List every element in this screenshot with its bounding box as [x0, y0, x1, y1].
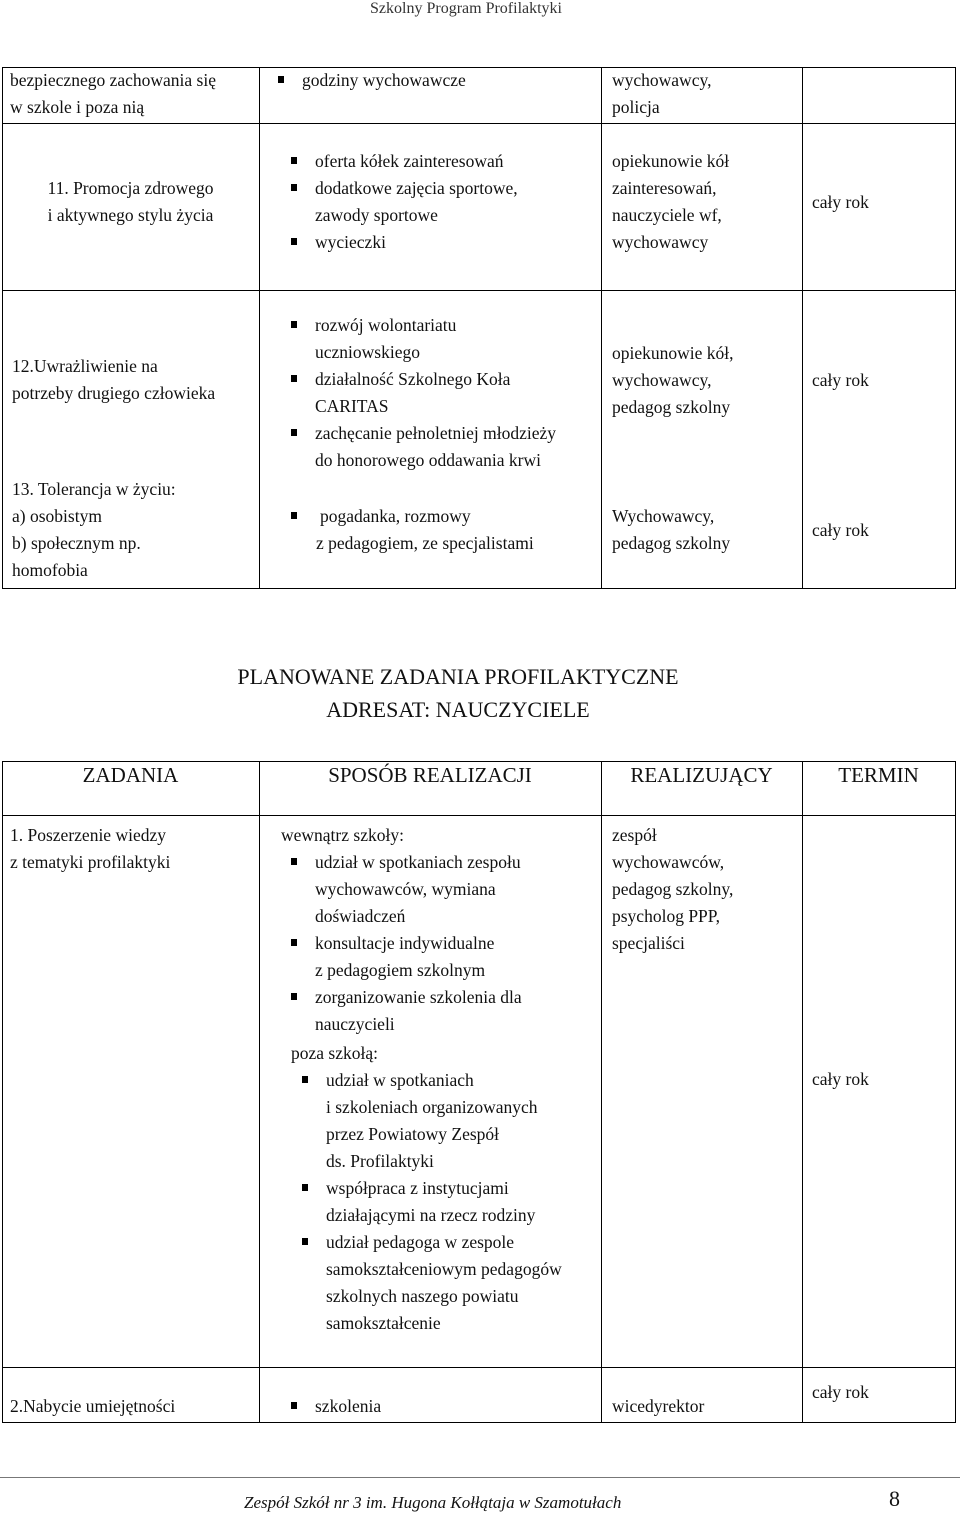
text-line: opiekunowie kół — [612, 151, 730, 171]
t2-col-border-1 — [259, 761, 260, 1423]
bullet-square-icon — [291, 512, 297, 519]
bullet-square-icon — [302, 1076, 308, 1083]
text-line: zainteresowań, — [612, 178, 717, 198]
method-item: wycieczki — [291, 229, 518, 256]
text-line: i aktywnego stylu życia — [47, 205, 214, 225]
t2-row-border — [2, 1367, 956, 1368]
t2-row1-who — [612, 822, 733, 957]
text-line: pedagog szkolny — [612, 397, 731, 417]
text-line: policja — [612, 97, 660, 117]
text-line: wychowawcy, — [612, 70, 712, 90]
t2-header-realizujacy: REALIZUJĄCY — [630, 763, 773, 787]
method-item: dodatkowe zajęcia sportowe, zawody sportowe — [291, 175, 518, 229]
t2-row1-task — [10, 822, 170, 876]
text-line: bezpiecznego zachowania się — [10, 70, 216, 90]
t1-row-b-methods — [291, 148, 518, 256]
text-line: Wychowawcy, — [612, 506, 715, 526]
footer-divider — [0, 1477, 960, 1478]
t1-row-d-task — [12, 476, 176, 584]
bullet-square-icon — [291, 238, 297, 245]
text-line: psycholog PPP, — [612, 906, 720, 926]
text-line: z tematyki profilaktyki — [10, 852, 171, 872]
t1-bottom-border — [2, 588, 956, 589]
text-line: a) osobistym — [12, 506, 102, 526]
method-item: oferta kółek zainteresowań — [291, 148, 518, 175]
text-line: homofobia — [12, 560, 88, 580]
t2-row2-task: 2.Nabycie umiejętności — [10, 1396, 176, 1416]
running-header: Szkolny Program Profilaktyki — [370, 0, 562, 17]
t1-col-border-2 — [601, 67, 602, 589]
t1-row-c-term: cały rok — [812, 370, 869, 390]
method-item: współpraca z instytucjami działającymi na rzecz rodziny — [302, 1175, 562, 1229]
bullet-square-icon — [291, 939, 297, 946]
t2-col-border-3 — [802, 761, 803, 1423]
method-item: rozwój wolontariatu uczniowskiego — [291, 312, 556, 366]
t1-col-border-1 — [259, 67, 260, 589]
t1-col-border-3 — [802, 67, 803, 589]
text-line: pedagog szkolny — [612, 533, 731, 553]
text-line: wychowawców, — [612, 852, 725, 872]
t1-row-border-2 — [2, 290, 956, 291]
t1-row-b-task — [2, 175, 259, 229]
text-line: specjaliści — [612, 933, 685, 953]
t1-row-a-who — [612, 67, 711, 121]
section-subtitle: ADRESAT: NAUCZYCIELE — [326, 697, 590, 722]
method-item: zorganizowanie szkolenia dla nauczycieli — [291, 984, 522, 1038]
method-item: udział w spotkaniach zespołu wychowawców, wymiana doświadczeń — [291, 849, 522, 930]
t1-row-b-who — [612, 148, 729, 256]
text-line: opiekunowie kół, — [612, 343, 734, 363]
bullet-square-icon — [302, 1184, 308, 1191]
t2-top-border — [2, 761, 956, 762]
t2-row1-outside-label: poza szkołą: — [291, 1043, 378, 1063]
t2-col-border-2 — [601, 761, 602, 1423]
method-item: godziny wychowawcze — [278, 67, 466, 94]
text-line: pedagog szkolny, — [612, 879, 734, 899]
text-line: 12.Uwrażliwienie na — [12, 356, 158, 376]
t2-header-sposob: SPOSÓB REALIZACJI — [328, 763, 532, 787]
t1-row-c-task — [12, 353, 215, 407]
bullet-square-icon — [278, 76, 284, 83]
t2-bottom-border — [2, 1422, 956, 1423]
t2-row2-term: cały rok — [812, 1382, 869, 1402]
t1-col-border-0 — [2, 67, 3, 589]
t2-header-zadania: ZADANIA — [82, 763, 179, 787]
method-item: konsultacje indywidualne z pedagogiem szkolnym — [291, 930, 522, 984]
text-line: nauczyciele wf, — [612, 205, 722, 225]
text-line: w szkole i poza nią — [10, 97, 145, 117]
t1-row-b-term: cały rok — [812, 192, 869, 212]
bullet-square-icon — [291, 1402, 297, 1409]
section-title: PLANOWANE ZADANIA PROFILAKTYCZNE — [237, 664, 679, 689]
method-item: działalność Szkolnego Koła CARITAS — [291, 366, 556, 420]
t1-row-d-who — [612, 503, 730, 557]
method-item: udział pedagoga w zespole samokształceniowym pedagogów szkolnych naszego powiatu samokształcenie — [302, 1229, 562, 1337]
text-line: b) społecznym np. — [12, 533, 141, 553]
text-line: wychowawcy, — [612, 370, 712, 390]
method-line: z pedagogiem, ze specjalistami — [316, 533, 534, 553]
method-line: pogadanka, rozmowy — [320, 506, 471, 526]
page-number: 8 — [889, 1486, 900, 1511]
t2-header-border — [2, 815, 956, 816]
method-line: szkolenia — [315, 1396, 382, 1416]
bullet-square-icon — [291, 375, 297, 382]
text-line: 1. Poszerzenie wiedzy — [10, 825, 166, 845]
t1-row-a-methods — [278, 67, 466, 94]
bullet-square-icon — [291, 157, 297, 164]
t2-row2-who: wicedyrektor — [612, 1396, 705, 1416]
text-line: wychowawcy — [612, 232, 709, 252]
text-line: 11. Promocja zdrowego — [47, 178, 214, 198]
t1-row-c-who — [612, 340, 734, 421]
bullet-square-icon — [302, 1238, 308, 1245]
text-line: zespół — [612, 825, 657, 845]
footer-school: Zespół Szkół nr 3 im. Hugona Kołłątaja w Szamotułach — [244, 1493, 622, 1512]
method-item: udział w spotkaniach i szkoleniach organizowanych przez Powiatowy Zespół ds. Profilaktyki — [302, 1067, 562, 1175]
t1-row-c-methods — [291, 312, 556, 474]
t2-header-termin: TERMIN — [838, 763, 919, 787]
t1-row-d-term: cały rok — [812, 520, 869, 540]
t1-col-border-4 — [955, 67, 956, 589]
text-line: 13. Tolerancja w życiu: — [12, 479, 176, 499]
bullet-square-icon — [291, 321, 297, 328]
t2-row1-inside-label: wewnątrz szkoły: — [281, 825, 404, 845]
bullet-square-icon — [291, 184, 297, 191]
text-line: potrzeby drugiego człowieka — [12, 383, 216, 403]
t2-row1-outside-list — [302, 1067, 562, 1337]
t1-row-border-1 — [2, 123, 956, 124]
t2-row1-inside-list — [291, 849, 522, 1038]
method-item: zachęcanie pełnoletniej młodzieży do honorowego oddawania krwi — [291, 420, 556, 474]
bullet-square-icon — [291, 993, 297, 1000]
bullet-square-icon — [291, 429, 297, 436]
t1-row-a-task — [10, 67, 216, 121]
t2-col-border-0 — [2, 761, 3, 1423]
t2-col-border-4 — [955, 761, 956, 1423]
bullet-square-icon — [291, 858, 297, 865]
t2-row1-term: cały rok — [812, 1069, 869, 1089]
